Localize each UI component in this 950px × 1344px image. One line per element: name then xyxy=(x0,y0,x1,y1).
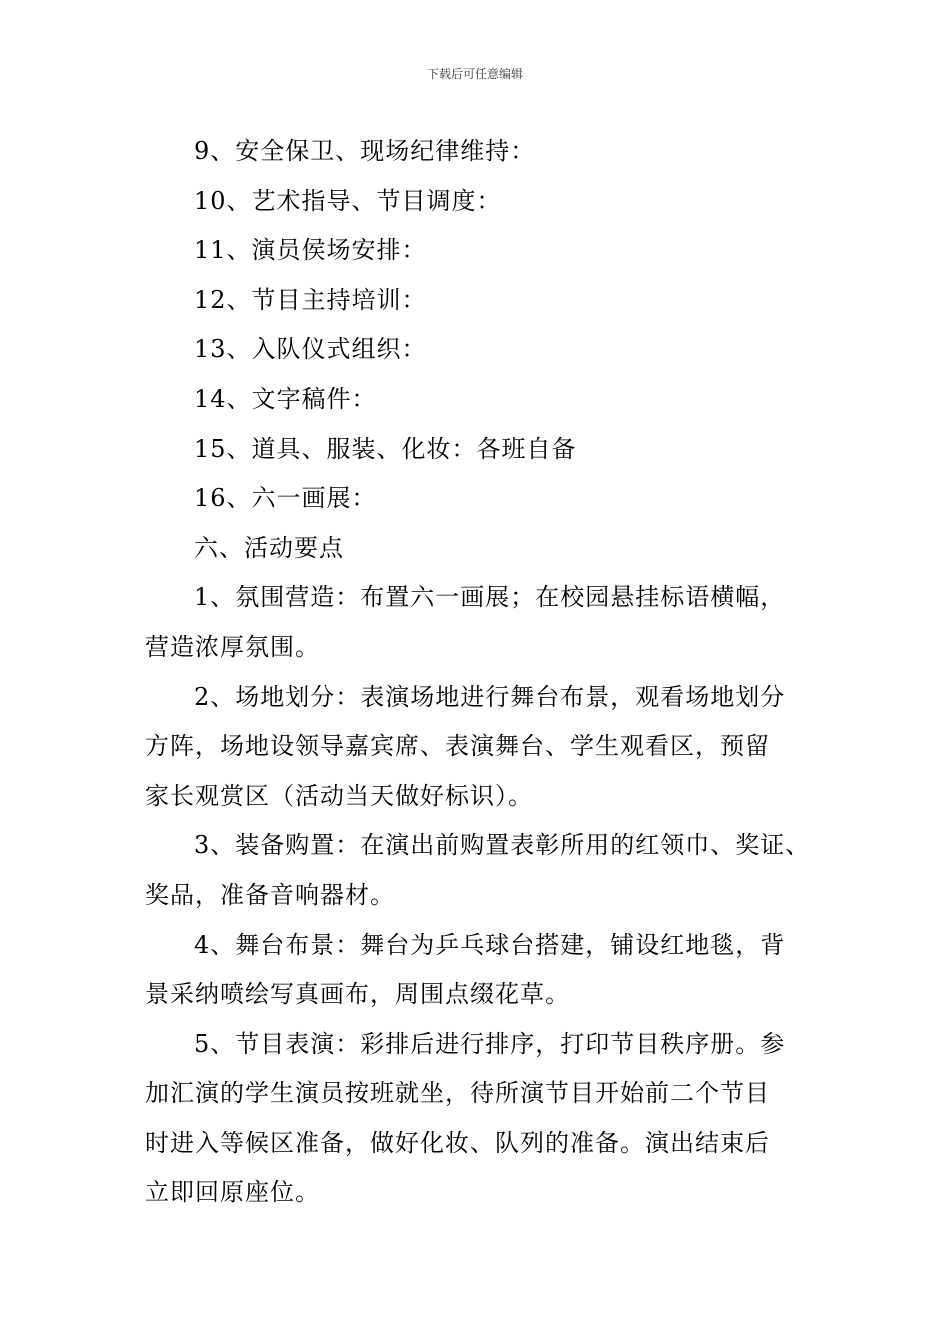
list-item-12: 12、节目主持培训： xyxy=(194,285,427,314)
paragraph-line: 景采纳喷绘写真画布，周围点缀花草。 xyxy=(145,980,570,1009)
paragraph-line: 5、节目表演：彩排后进行排序，打印节目秩序册。参 xyxy=(194,1029,786,1058)
list-item-16: 16、六一画展： xyxy=(194,484,377,513)
list-item-11: 11、演员侯场安排： xyxy=(194,236,427,265)
paragraph-line: 4、舞台布景：舞台为乒乓球台搭建，铺设红地毯，背 xyxy=(194,930,786,959)
list-item-14: 14、文字稿件： xyxy=(194,384,377,413)
paragraph-line: 营造浓厚氛围。 xyxy=(145,632,320,661)
paragraph-line: 3、装备购置：在演出前购置表彰所用的红领巾、奖证、 xyxy=(194,831,811,860)
paragraph-line: 1、氛围营造：布置六一画展；在校园悬挂标语横幅， xyxy=(194,583,786,612)
document-body xyxy=(145,127,825,1218)
paragraph-line: 2、场地划分：表演场地进行舞台布景，观看场地划分 xyxy=(194,682,786,711)
list-item-9: 9、安全保卫、现场纪律维持： xyxy=(194,137,536,165)
paragraph-line: 加汇演的学生演员按班就坐，待所演节目开始前二个节目 xyxy=(145,1079,770,1108)
page-header: 下载后可任意编辑 xyxy=(426,67,523,81)
paragraph-line: 方阵，场地设领导嘉宾席、表演舞台、学生观看区，预留 xyxy=(145,732,770,761)
section-heading: 六、活动要点 xyxy=(194,533,344,562)
paragraph-line: 时进入等候区准备，做好化妆、队列的准备。演出结束后 xyxy=(145,1128,770,1157)
list-item-15: 15、道具、服装、化妆：各班自备 xyxy=(194,434,577,463)
paragraph-line: 奖品，准备音响器材。 xyxy=(145,880,395,909)
paragraph-line: 立即回原座位。 xyxy=(145,1178,320,1207)
paragraph-line: 家长观赏区（活动当天做好标识）。 xyxy=(145,781,533,810)
list-item-13: 13、入队仪式组织： xyxy=(194,335,427,364)
list-item-10: 10、艺术指导、节目调度： xyxy=(194,186,502,215)
